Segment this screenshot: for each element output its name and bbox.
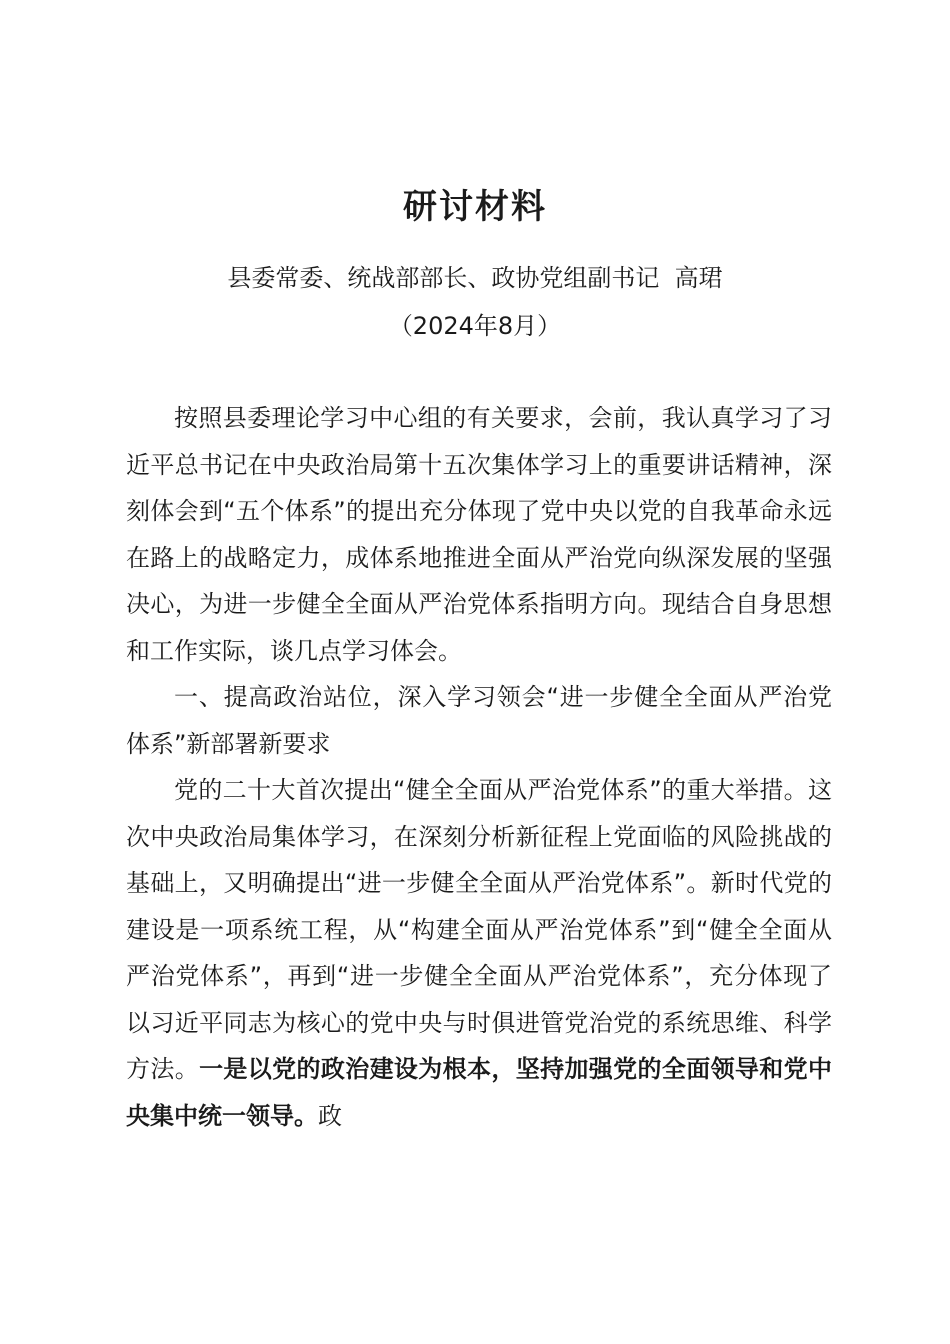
- paragraph-text: 党的二十大首次提出“健全全面从严治党体系”的重大举措。这次中央政治局集体学习，在深刻分析新征程上党面临的风险挑战的基础上，又明确提出“进一步健全全面从严治党体系”。新时代党的建设是一项系统工程，从“构建全面从严治党体系”到“健全全面从严治党体系”，再到“进一步健全全面从严治党体系”，充分体现了以习近平同志为核心的党中央与时俱进管党治党的系统思维、科学方法。: [126, 776, 832, 1083]
- author-line: 县委常委、统战部部长、政协党组副书记 高珺: [227, 264, 723, 292]
- document-title: 研讨材料: [403, 187, 547, 227]
- bold-key-point: 一是以党的政治建设为根本，坚持加强党的全面领导和党中央集中统一领导。: [126, 1055, 833, 1130]
- paragraph-intro: 按照县委理论学习中心组的有关要求，会前，我认真学习了习近平总书记在中央政治局第十五次集体学习上的重要讲话精神，深刻体会到“五个体系”的提出充分体现了党中央以党的自我革命永远在路上的战略定力，成体系地推进全面从严治党向纵深发展的坚强决心，为进一步健全全面从严治党体系指明方向。现结合自身思想和工作实际，谈几点学习体会。: [126, 404, 832, 665]
- date-line: （2024年8月）: [388, 312, 562, 340]
- section-heading-1: 一、提高政治站位，深入学习领会“进一步健全全面从严治党体系”新部署新要求: [126, 683, 832, 758]
- paragraph-section-1: [126, 767, 832, 1139]
- paragraph-continuation: 政: [318, 1101, 342, 1130]
- document-body: [126, 395, 832, 1139]
